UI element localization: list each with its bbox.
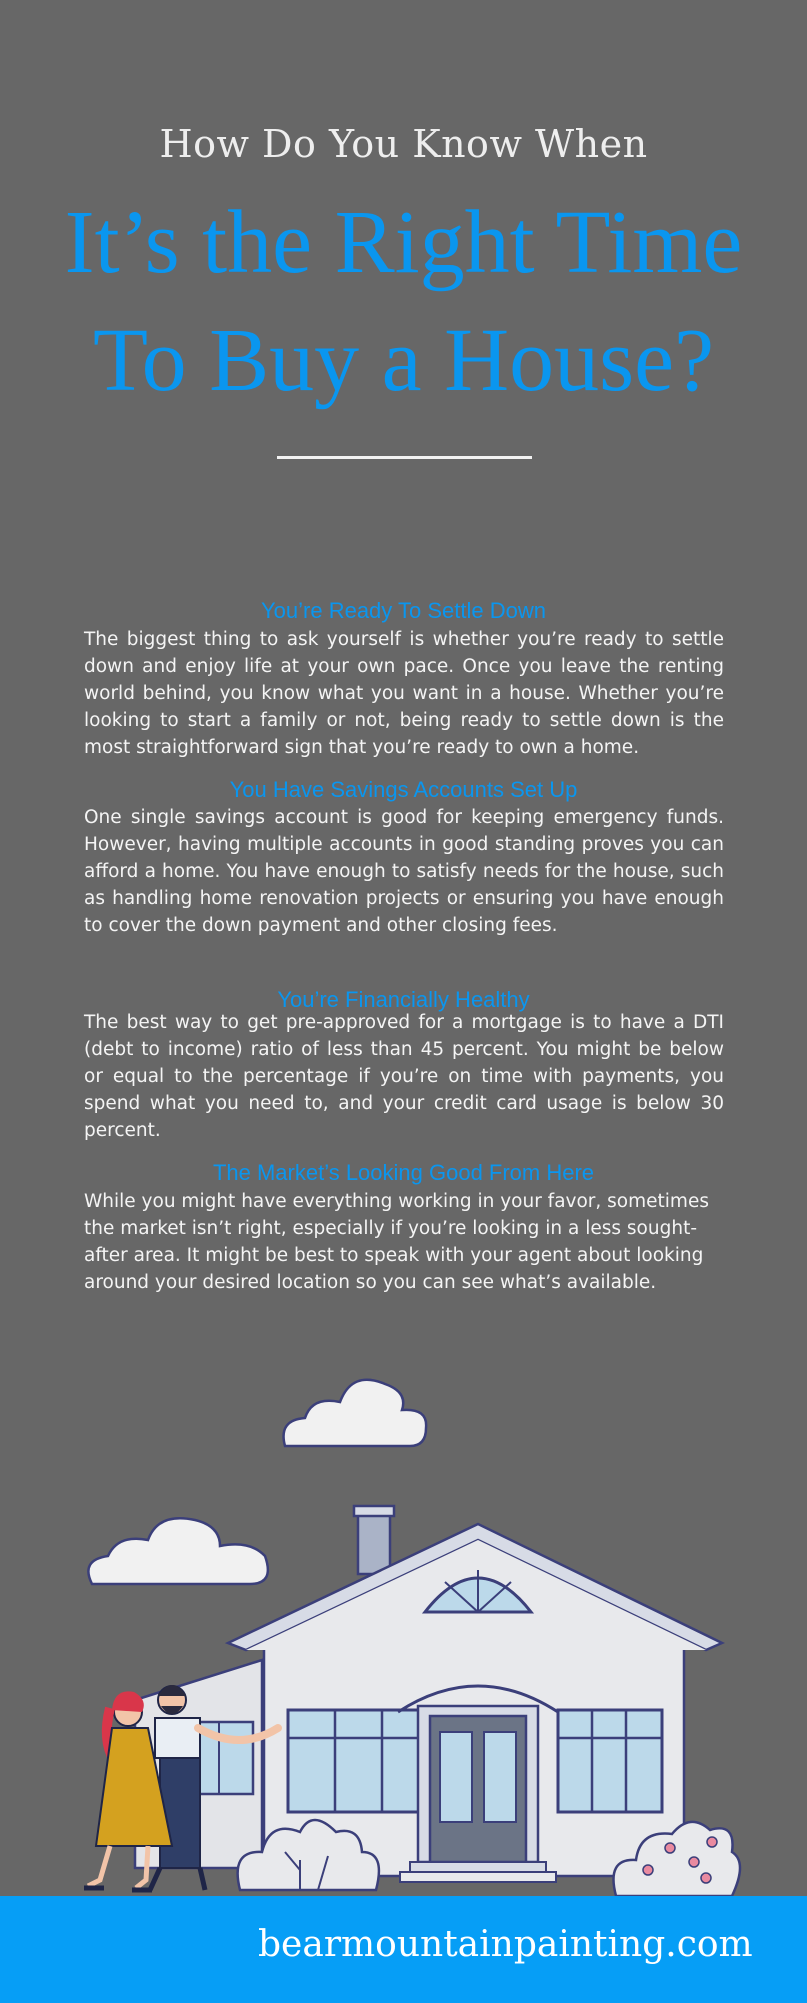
section-body-financially-healthy: The best way to get pre-approved for a mortgage is to have a DTI (debt to income) ratio of less than 45 percent. You might be below or equal to the percentage if you’re on time with payments, you spend what you need to, and your credit card usage is below 30 percent. <box>84 1012 724 1141</box>
footer-domain: bearmountainpainting.com <box>258 1924 753 1965</box>
title-line-2: To Buy a House? <box>92 311 715 410</box>
section-heading-financially-healthy: You’re Financially Healthy <box>277 987 530 1012</box>
subtitle: How Do You Know When <box>159 122 648 166</box>
section-body-settle-down: The biggest thing to ask yourself is whether you’re ready to settle down and enjoy life at your own pace. Once you leave the renting world behind, you know what you want in a house. Whether you’re looking to start a family or not, being ready to settle down is the most straightforward sign that you’re ready to own a home. <box>84 629 724 758</box>
section-body-market: While you might have everything working in your favor, sometimes the market isn’t right, especially if you’re looking in a less sought-after area. It might be best to speak with your agent about looking around your desired location so you can see what’s available. <box>84 1191 709 1293</box>
section-heading-savings: You Have Savings Accounts Set Up <box>229 777 578 802</box>
section-body-savings: One single savings account is good for keeping emergency funds. However, having multiple accounts in good standing proves you can afford a home. You have enough to satisfy needs for the house, such as handling home renovation projects or ensuring you have enough to cover the down payment and other closing fees. <box>84 807 724 936</box>
cloud-icon <box>88 1518 267 1584</box>
cloud-icon <box>284 1380 427 1446</box>
title-divider <box>277 456 532 459</box>
section-heading-settle-down: You’re Ready To Settle Down <box>261 598 546 623</box>
title-line-1: It’s the Right Time <box>64 193 743 292</box>
house-illustration <box>0 1360 807 1900</box>
section-heading-market: The Market’s Looking Good From Here <box>212 1160 595 1185</box>
